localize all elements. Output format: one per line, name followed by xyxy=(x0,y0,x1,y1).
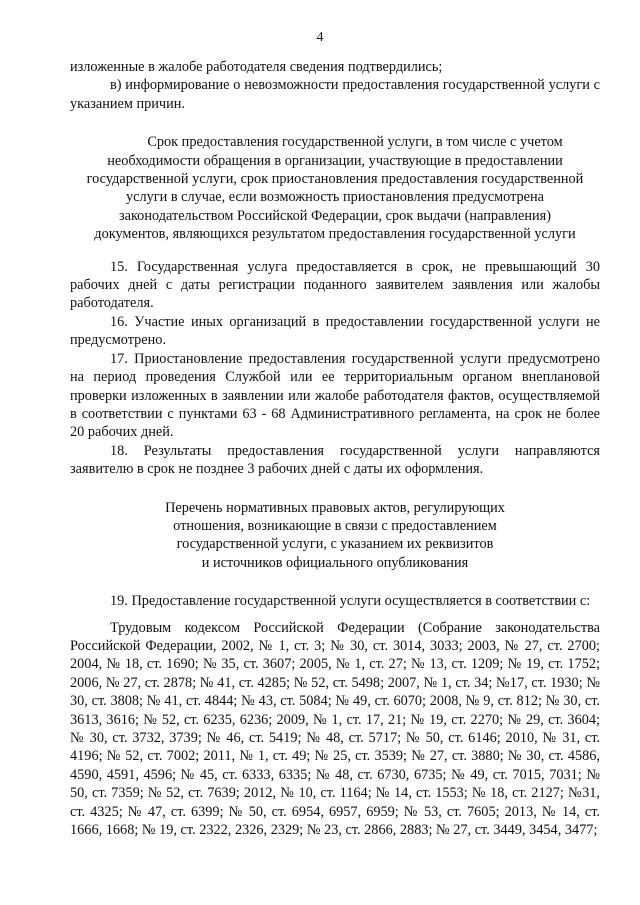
heading-line: государственной услуги, с указанием их реквизитов xyxy=(176,536,494,553)
paragraph-item-v: в) информирование о невозможности предоставления государственной услуги с указанием причин. xyxy=(70,77,600,112)
paragraph-labor-code: Трудовым кодексом Российской Федерации (Собрание законодательства Российской Федерации, 2002, № 1, ст. 3; № 30, ст. 3014, 3033; 2003, № 27, ст. 2700; 2004, № 18, ст. 1690; № 35, ст. 3607; 2005, № 1, ст. 27; № 13, ст. 1209; № 19, ст. 1752; 2006, № 27, ст. 2878; № 41, ст. 4285; № 52, ст. 5498; 2007, № 1, ст. 34; №17, ст. 1930; № 30, ст. 3808; № 41, ст. 4844; № 43, ст. 5084; № 49, ст. 6070; 2008, № 9, ст. 812; № 30, ст. 3613, 3616; № 52, ст. 6235, 6236; 2009, № 1, ст. 17, 21; № 19, ст. 2270; № 29, ст. 3604; № 30, ст. 3732, 3739; № 46, ст. 5419; № 48, ст. 5717; № 50, ст. 6146; 2010, № 31, ст. 4196; № 52, ст. 7002; 2011, № 1, ст. 49; № 25, ст. 3539; № 27, ст. 3880; № 30, ст. 4586, 4590, 4591, 4596; № 45, ст. 6333, 6335; № 48, ст. 6730, 6735; № 49, ст. 7015, 7031; № 50, ст. 7359; № 52, ст. 7639; 2012, № 10, ст. 1164; № 14, ст. 1553; № 18, ст. 2127; №31, ст. 4325; № 47, ст. 6399; № 50, ст. 6954, 6957, 6959; № 53, ст. 7605; 2013, № 14, ст. 1666, 1668; № 19, ст. 2322, 2326, 2329; № 23, ст. 2866, 2883; № 27, ст. 3449, 3454, 3477; xyxy=(70,619,600,839)
spacer xyxy=(70,572,600,592)
heading-line: Срок предоставления государственной услуги, в том числе с учетом xyxy=(147,134,563,151)
spacer xyxy=(70,479,600,499)
paragraph-15: 15. Государственная услуга предоставляется в срок, не превышающий 30 рабочих дней с даты регистрации поданного заявителем заявления или жалобы работодателя. xyxy=(70,258,600,312)
heading-line: государственной услуги, срок приостановления предоставления государственной xyxy=(86,171,584,188)
page-number: 4 xyxy=(316,30,324,45)
spacer xyxy=(70,611,600,619)
spacer xyxy=(70,113,600,133)
heading-line: услуги в случае, если возможность приостановления предусмотрена xyxy=(125,189,545,206)
heading-line: отношения, возникающие в связи с предоставлением xyxy=(173,517,497,534)
heading-line: документов, являющихся результатом предоставления государственной услуги xyxy=(94,226,576,243)
heading-line: необходимости обращения в организации, участвующие в предоставлении xyxy=(107,152,563,169)
paragraph-16: 16. Участие иных организаций в предоставлении государственной услуги не предусмотрено. xyxy=(70,313,600,349)
paragraph-18: 18. Результаты предоставления государственной услуги направляются заявителю в срок не позднее 3 рабочих дней с даты их оформления. xyxy=(70,442,600,478)
heading-line: и источников официального опубликования xyxy=(201,554,469,571)
section-heading-terms xyxy=(70,133,600,243)
spacer xyxy=(70,244,600,258)
paragraph-continuation: изложенные в жалобе работодателя сведения подтвердились; xyxy=(70,59,443,75)
document-body xyxy=(70,58,600,839)
section-heading-legal-acts xyxy=(70,499,600,573)
heading-line: законодательством Российской Федерации, срок выдачи (направления) xyxy=(118,207,552,224)
paragraph-17: 17. Приостановление предоставления государственной услуги предусмотрено на период проведения Службой или ее территориальным органом внеплановой проверки изложенных в заявлении или жалобе работодателя фактов, осуществляемой в соответствии с пунктами 63 - 68 Административного регламента, на срок не более 20 рабочих дней. xyxy=(70,350,600,441)
paragraph-19: 19. Предоставление государственной услуги осуществляется в соответствии с: xyxy=(110,593,591,610)
heading-line: Перечень нормативных правовых актов, регулирующих xyxy=(165,499,505,516)
